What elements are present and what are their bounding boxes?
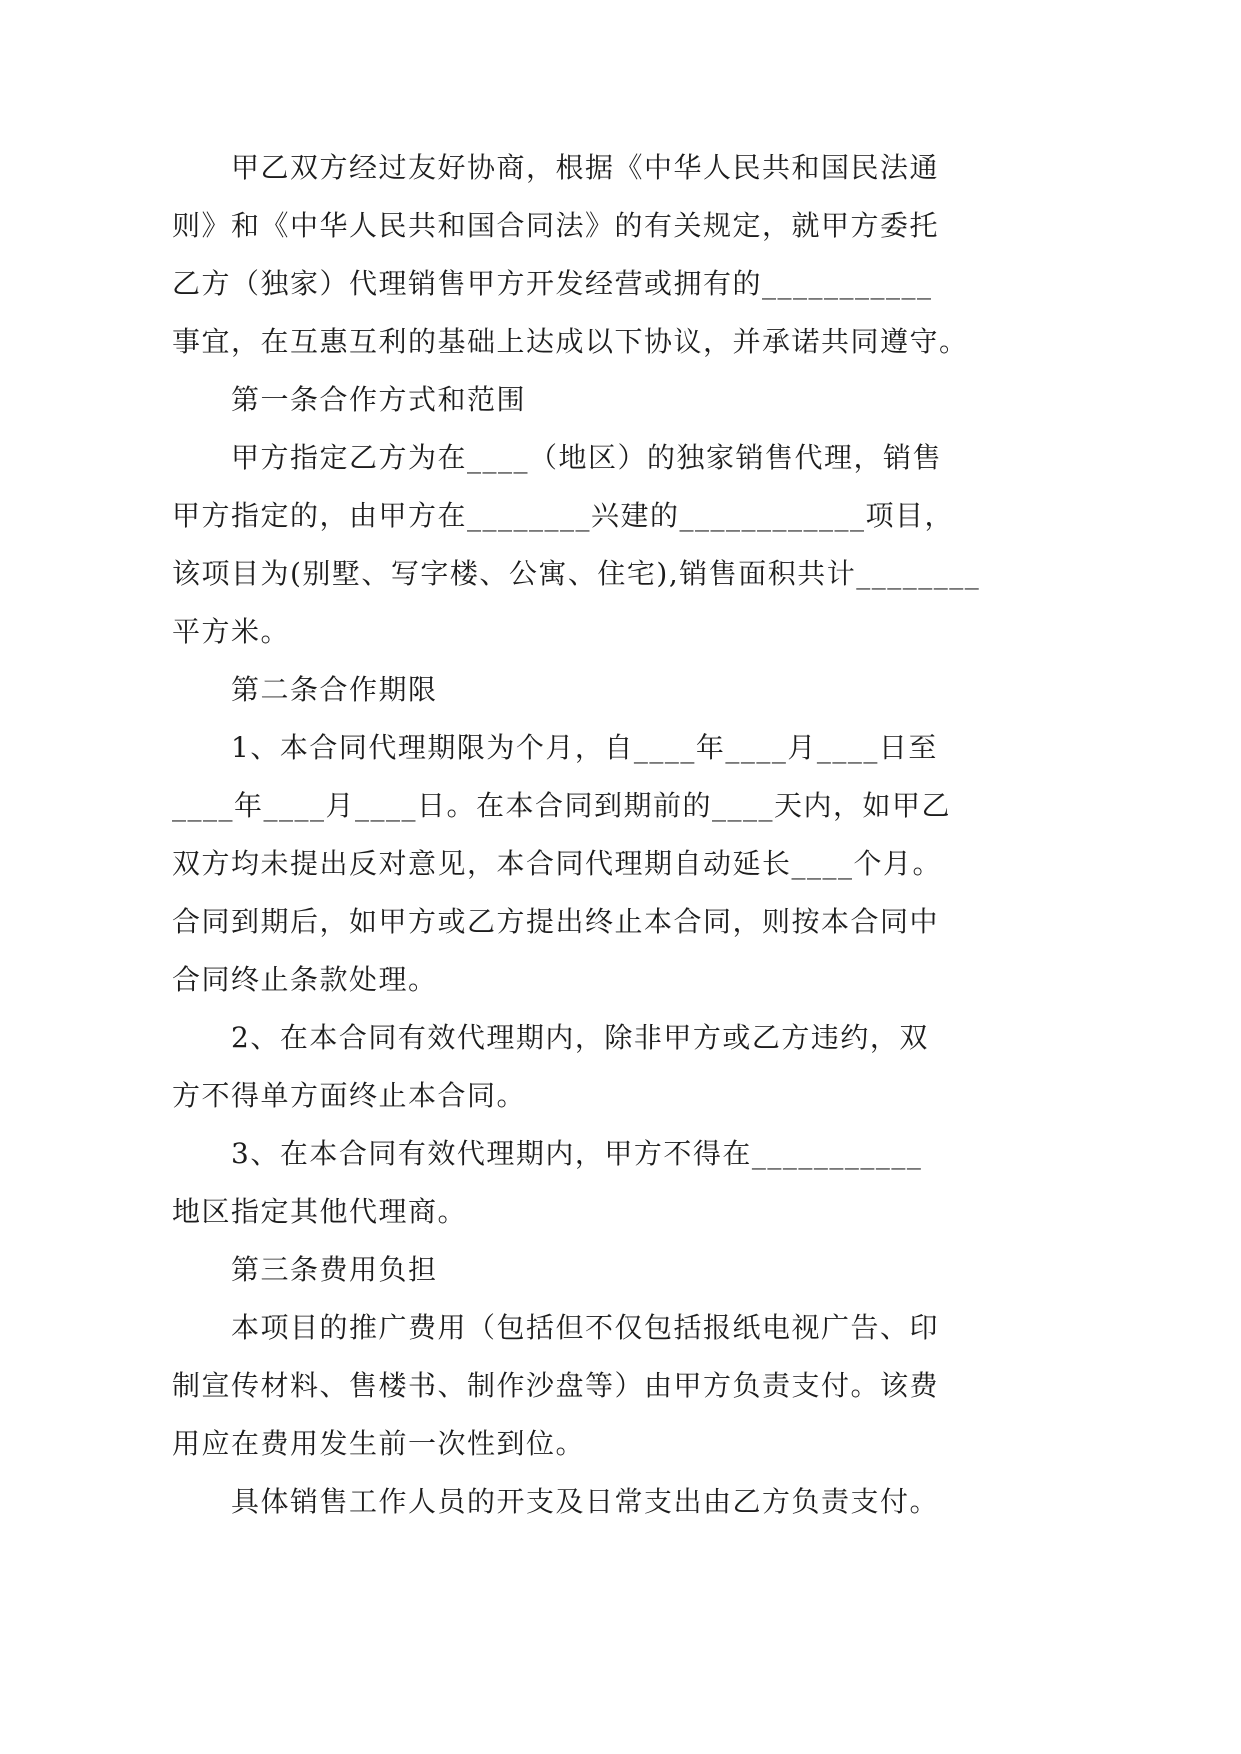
text-line: 本项目的推广费用（包括但不仅包括报纸电视广告、印	[231, 1311, 940, 1344]
text-line: 制宣传材料、售楼书、制作沙盘等）由甲方负责支付。该费	[172, 1369, 940, 1402]
article-title: 第一条合作方式和范围	[231, 383, 527, 416]
article-title: 第三条费用负担	[231, 1253, 438, 1286]
document-body	[172, 139, 992, 1531]
paragraph	[172, 719, 992, 1009]
text-line: 甲方指定乙方为在____（地区）的独家销售代理，销售	[231, 441, 943, 474]
paragraph	[172, 1009, 992, 1125]
text-line: 具体销售工作人员的开支及日常支出由乙方负责支付。	[231, 1485, 940, 1518]
article-2	[172, 661, 992, 1241]
paragraph	[172, 1125, 992, 1241]
text-line: 则》和《中华人民共和国合同法》的有关规定，就甲方委托	[172, 209, 940, 242]
paragraph	[172, 429, 992, 661]
paragraph	[172, 1473, 992, 1531]
text-line: 乙方（独家）代理销售甲方开发经营或拥有的___________	[172, 267, 933, 300]
article-title: 第二条合作期限	[231, 673, 438, 706]
text-line: 1、本合同代理期限为个月，自____年____月____日至	[231, 731, 938, 764]
text-line: 合同终止条款处理。	[172, 963, 438, 996]
text-line: 地区指定其他代理商。	[172, 1195, 468, 1228]
text-line: 2、在本合同有效代理期内，除非甲方或乙方违约，双	[231, 1021, 929, 1054]
text-line: ____年____月____日。在本合同到期前的____天内，如甲乙	[172, 789, 952, 822]
text-line: 方不得单方面终止本合同。	[172, 1079, 527, 1112]
preamble-paragraph	[172, 139, 992, 371]
text-line: 甲方指定的，由甲方在________兴建的____________项目，	[172, 499, 955, 532]
text-line: 甲乙双方经过友好协商，根据《中华人民共和国民法通	[231, 151, 940, 184]
text-line: 平方米。	[172, 615, 291, 648]
paragraph	[172, 1299, 992, 1473]
text-line: 合同到期后，如甲方或乙方提出终止本合同，则按本合同中	[172, 905, 940, 938]
article-1	[172, 371, 992, 661]
text-line: 用应在费用发生前一次性到位。	[172, 1427, 586, 1460]
text-line: 该项目为(别墅、写字楼、公寓、住宅),销售面积共计________	[172, 557, 981, 590]
text-line: 事宜，在互惠互利的基础上达成以下协议，并承诺共同遵守。	[172, 325, 969, 358]
article-3	[172, 1241, 992, 1531]
text-line: 双方均未提出反对意见，本合同代理期自动延长____个月。	[172, 847, 943, 880]
text-line: 3、在本合同有效代理期内，甲方不得在___________	[231, 1137, 923, 1170]
